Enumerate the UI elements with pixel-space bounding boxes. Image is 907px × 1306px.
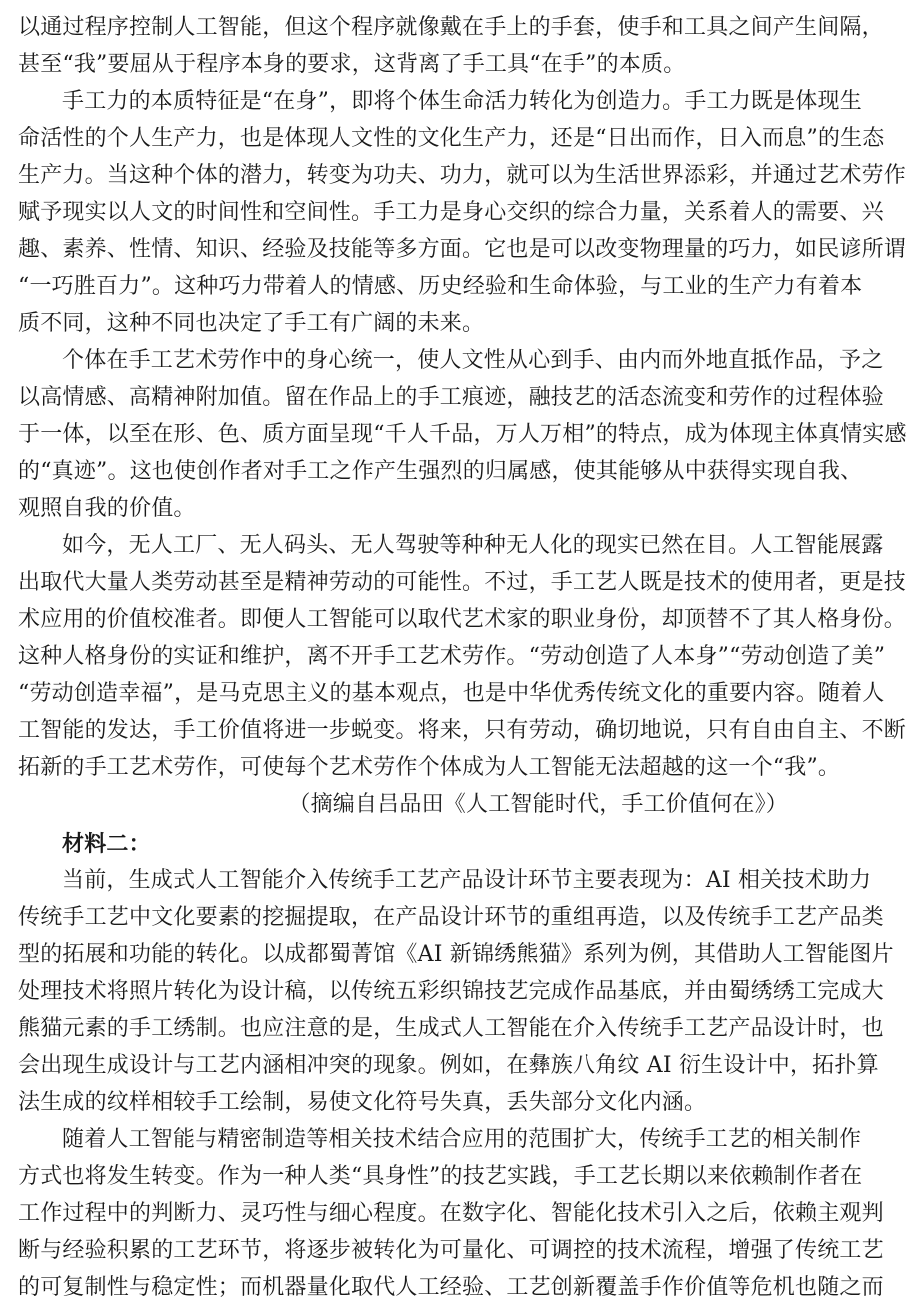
text-line: 法生成的纹样相较手工绘制，易使文化符号失真，丢失部分文化内涵。 bbox=[18, 1090, 707, 1115]
text-line: 处理技术将照片转化为设计稿，以传统五彩织锦技艺完成作品基底，并由蜀绣绣工完成大 bbox=[18, 979, 884, 1004]
section-heading: 材料二： bbox=[62, 831, 151, 857]
text-line: “劳动创造幸福”，是马克思主义的基本观点，也是中华优秀传统文化的重要内容。随着人 bbox=[18, 681, 885, 706]
text-line: 熊猫元素的手工绣制。也应注意的是，生成式人工智能在介入传统手工艺产品设计时，也 bbox=[18, 1016, 884, 1041]
text-line: 方式也将发生转变。作为一种人类“具身性”的技艺实践，手工艺长期以来依赖制作者在 bbox=[18, 1164, 863, 1189]
text-line: 生产力。当这种个体的潜力，转变为功夫、功力，就可以为生活世界添彩，并通过艺术劳作 bbox=[18, 163, 907, 188]
text-line: 如今，无人工厂、无人码头、无人驾驶等种种无人化的现实已然在目。人工智能展露 bbox=[62, 533, 884, 558]
text-line: 趣、素养、性情、知识、经验及技能等多方面。它也是可以改变物理量的巧力，如民谚所谓 bbox=[18, 237, 907, 262]
text-line: 出取代大量人类劳动甚至是精神劳动的可能性。不过，手工艺人既是技术的使用者，更是技 bbox=[18, 570, 907, 595]
text-line: 拓新的手工艺术劳作，可使每个艺术劳作个体成为人工智能无法超越的这一个“我”。 bbox=[18, 755, 841, 780]
text-line: 型的拓展和功能的转化。以成都蜀菁馆《AI 新锦绣熊猫》系列为例，其借助人工智能图片 bbox=[18, 942, 894, 967]
text-line: 赋予现实以人文的时间性和空间性。手工力是身心交织的综合力量，关系着人的需要、兴 bbox=[18, 200, 884, 225]
text-line: 这种人格身份的实证和维护，离不开手工艺术劳作。“劳动创造了人本身”“劳动创造了美” bbox=[18, 644, 886, 669]
text-line: 随着人工智能与精密制造等相关技术结合应用的范围扩大，传统手工艺的相关制作 bbox=[62, 1127, 862, 1152]
text-line: 以通过程序控制人工智能，但这个程序就像戴在手上的手套，使手和工具之间产生间隔， bbox=[18, 15, 884, 40]
text-line: 手工力的本质特征是“在身”，即将个体生命活力转化为创造力。手工力既是体现生 bbox=[62, 89, 862, 114]
text-line: 的“真迹”。这也使创作者对手工之作产生强烈的归属感，使其能够从中获得实现自我、 bbox=[18, 459, 863, 484]
text-line: “一巧胜百力”。这种巧力带着人的情感、历史经验和生命体验，与工业的生产力有着本 bbox=[18, 274, 863, 299]
text-line: 个体在手工艺术劳作中的身心统一，使人文性从心到手、由内而外地直抵作品，予之 bbox=[62, 348, 884, 373]
text-line: 甚至“我”要屈从于程序本身的要求，这背离了手工具“在手”的本质。 bbox=[18, 52, 686, 77]
text-line: 观照自我的价值。 bbox=[18, 496, 196, 521]
text-line: 命活性的个人生产力，也是体现人文性的文化生产力，还是“日出而作，日入而息”的生态 bbox=[18, 126, 885, 151]
text-line: 当前，生成式人工智能介入传统手工艺产品设计环节主要表现为：AI 相关技术助力 bbox=[62, 868, 872, 893]
text-line: 传统手工艺中文化要素的挖掘提取，在产品设计环节的重组再造，以及传统手工艺产品类 bbox=[18, 905, 884, 930]
text-line: 术应用的价值校准者。即便人工智能可以取代艺术家的职业身份，却顶替不了其人格身份。 bbox=[18, 607, 907, 632]
text-line: 断与经验积累的工艺环节，将逐步被转化为可量化、可调控的技术流程，增强了传统工艺 bbox=[18, 1238, 884, 1263]
text-line: 会出现生成设计与工艺内涵相冲突的现象。例如，在彝族八角纹 AI 衍生设计中，拓扑算 bbox=[18, 1053, 879, 1078]
text-line: 质不同，这种不同也决定了手工有广阔的未来。 bbox=[18, 311, 485, 336]
text-line: 以高情感、高精神附加值。留在作品上的手工痕迹，融技艺的活态流变和劳作的过程体验 bbox=[18, 385, 884, 410]
source-citation: （摘编自吕品田《人工智能时代，手工价值何在》） bbox=[288, 792, 788, 817]
text-line: 的可复制性与稳定性；而机器量化取代人工经验、工艺创新覆盖手作价值等危机也随之而 bbox=[18, 1275, 884, 1300]
text-line: 工智能的发达，手工价值将进一步蜕变。将来，只有劳动，确切地说，只有自由自主、不断 bbox=[18, 718, 907, 743]
text-line: 工作过程中的判断力、灵巧性与细心程度。在数字化、智能化技术引入之后，依赖主观判 bbox=[18, 1201, 884, 1226]
text-line: 于一体，以至在形、色、质方面呈现“千人千品，万人万相”的特点，成为体现主体真情实感 bbox=[18, 422, 907, 447]
